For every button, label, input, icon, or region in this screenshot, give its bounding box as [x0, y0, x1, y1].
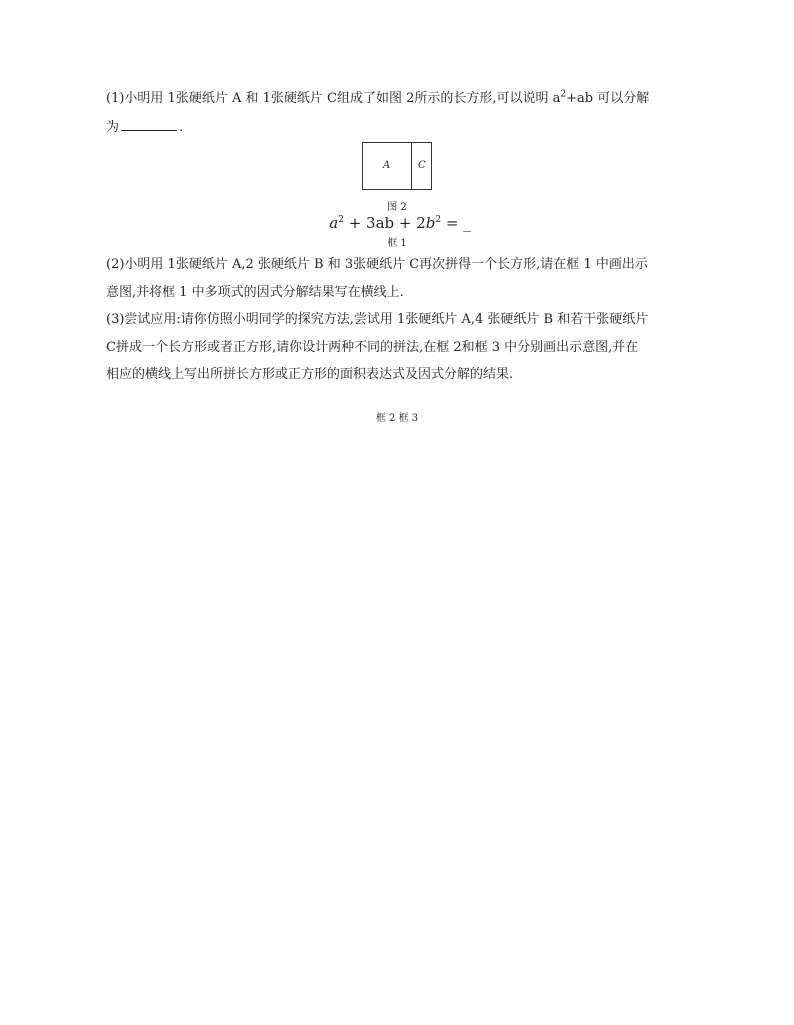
formula-sup-1: 2: [338, 215, 344, 225]
q1-line2-prefix: 为: [106, 120, 120, 135]
frame-1-formula: [300, 214, 500, 232]
formula-sup-2: 2: [435, 215, 442, 225]
figure-2-divider: [411, 143, 412, 189]
q3-line-2: C拼成一个长方形或者正方形,请你设计两种不同的拼法,在框 2和框 3 中分别画出示意图,并在: [106, 340, 639, 355]
frame-1-caption: 框 1: [387, 238, 407, 249]
answer-blank: [121, 118, 177, 131]
q3-line-1: (3)尝试应用:请你仿照小明同学的探究方法,尝试用 1张硬纸片 A,4 张硬纸片 B 和若干张硬纸片: [106, 312, 649, 327]
figure-2-label-a: A: [383, 160, 391, 171]
q1-text: (1)小明用 1张硬纸片 A 和 1张硬纸片 C组成了如图 2所示的长方形,可以说明 a: [106, 91, 561, 106]
q2-line-1: (2)小明用 1张硬纸片 A,2 张硬纸片 B 和 3张硬纸片 C再次拼得一个长方形,请在框 1 中画出示: [106, 257, 648, 272]
figure-2-rectangle: [362, 142, 432, 190]
q1-line2-suffix: .: [179, 120, 184, 135]
q1-line-1: [106, 90, 696, 108]
figure-2-label-c: C: [418, 160, 426, 171]
q1-line-2: [106, 118, 696, 137]
formula-a: a: [329, 214, 339, 232]
formula-middle: + 3ab + 2: [343, 214, 426, 232]
q2-line-2: 意图,并将框 1 中多项式的因式分解结果写在横线上.: [106, 285, 404, 300]
figure-2-caption: 图 2: [387, 202, 407, 213]
q1-superscript: 2: [560, 89, 567, 100]
q3-line-3: 相应的横线上写出所拼长方形或正方形的面积表达式及因式分解的结果.: [106, 367, 514, 382]
q1-text-tail: +ab 可以分解: [566, 91, 650, 106]
formula-end: = _: [441, 214, 471, 232]
frames-2-3-caption: 框 2 框 3: [375, 413, 419, 424]
formula-b: b: [425, 214, 436, 232]
